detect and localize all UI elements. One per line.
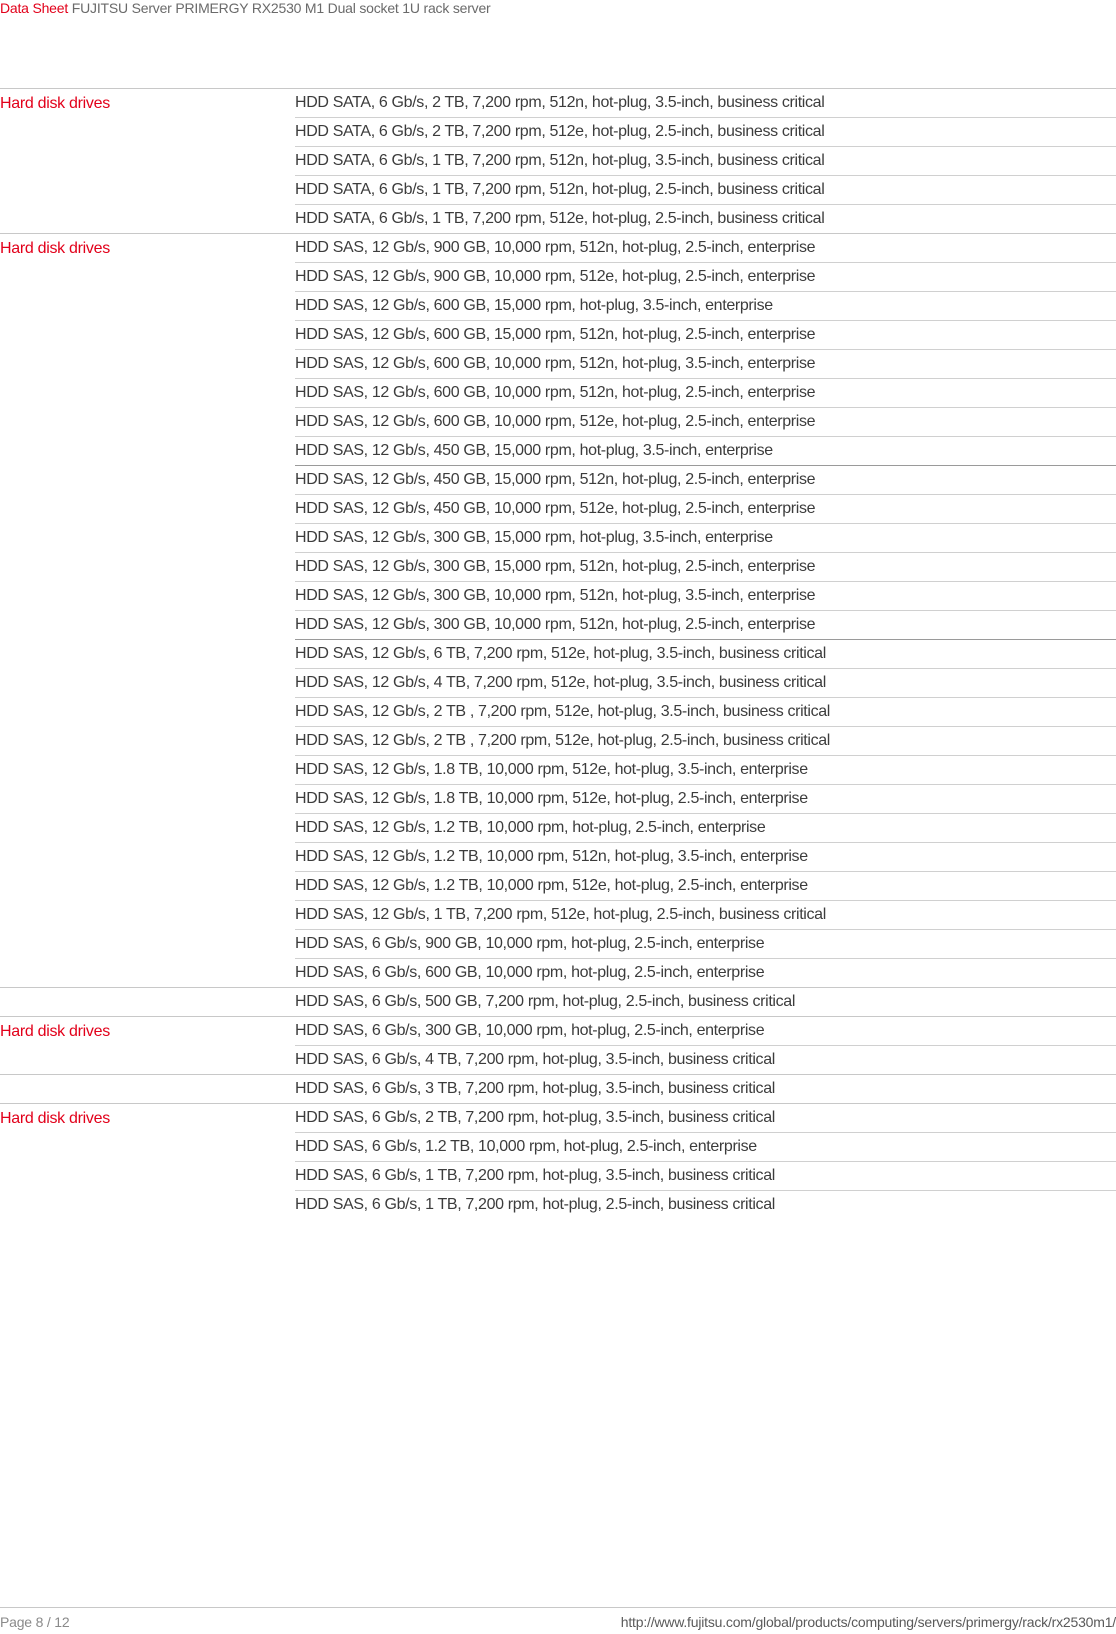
spec-row: HDD SAS, 12 Gb/s, 900 GB, 10,000 rpm, 512e, hot-plug, 2.5-inch, enterprise [295,263,1116,292]
spec-row: HDD SAS, 6 Gb/s, 1 TB, 7,200 rpm, hot-plug, 3.5-inch, business critical [295,1162,1116,1191]
spec-row: HDD SAS, 12 Gb/s, 300 GB, 10,000 rpm, 512n, hot-plug, 3.5-inch, enterprise [295,582,1116,611]
spec-row: HDD SAS, 12 Gb/s, 300 GB, 15,000 rpm, hot-plug, 3.5-inch, enterprise [295,524,1116,553]
spec-group [0,1075,1116,1104]
spec-row: HDD SAS, 12 Gb/s, 300 GB, 10,000 rpm, 512n, hot-plug, 2.5-inch, enterprise [295,611,1116,640]
doc-type-label: Data Sheet [0,0,69,16]
spec-row: HDD SAS, 12 Gb/s, 2 TB , 7,200 rpm, 512e, hot-plug, 3.5-inch, business critical [295,698,1116,727]
spec-group [0,988,1116,1017]
product-url-link[interactable]: http://www.fujitsu.com/global/products/computing/servers/primergy/rack/rx2530m1/ [620,1614,1116,1630]
spec-row: HDD SATA, 6 Gb/s, 1 TB, 7,200 rpm, 512n, hot-plug, 3.5-inch, business critical [295,147,1116,176]
spec-row: HDD SAS, 6 Gb/s, 1.2 TB, 10,000 rpm, hot-plug, 2.5-inch, enterprise [295,1133,1116,1162]
group-label [0,1075,295,1103]
spec-row: HDD SAS, 12 Gb/s, 1.2 TB, 10,000 rpm, 512n, hot-plug, 3.5-inch, enterprise [295,843,1116,872]
spec-row: HDD SAS, 12 Gb/s, 600 GB, 10,000 rpm, 512n, hot-plug, 2.5-inch, enterprise [295,379,1116,408]
group-rows [295,1104,1116,1219]
spec-row: HDD SAS, 12 Gb/s, 6 TB, 7,200 rpm, 512e, hot-plug, 3.5-inch, business critical [295,640,1116,669]
group-rows [295,1075,1116,1103]
spec-row: HDD SAS, 6 Gb/s, 500 GB, 7,200 rpm, hot-plug, 2.5-inch, business critical [295,993,796,1010]
group-label: Hard disk drives [0,1110,110,1127]
spec-row: HDD SAS, 6 Gb/s, 900 GB, 10,000 rpm, hot-plug, 2.5-inch, enterprise [295,930,1116,959]
group-label: Hard disk drives [0,240,110,257]
spec-row: HDD SAS, 6 Gb/s, 3 TB, 7,200 rpm, hot-plug, 3.5-inch, business critical [295,1080,775,1097]
group-rows [295,1017,1116,1074]
spec-row: HDD SAS, 12 Gb/s, 600 GB, 15,000 rpm, 512n, hot-plug, 2.5-inch, enterprise [295,321,1116,350]
spec-row: HDD SATA, 6 Gb/s, 1 TB, 7,200 rpm, 512e, hot-plug, 2.5-inch, business critical [295,210,825,227]
group-label: Hard disk drives [0,95,110,112]
spec-row: HDD SAS, 12 Gb/s, 1.2 TB, 10,000 rpm, hot-plug, 2.5-inch, enterprise [295,814,1116,843]
spec-row: HDD SAS, 12 Gb/s, 600 GB, 15,000 rpm, hot-plug, 3.5-inch, enterprise [295,292,1116,321]
group-rows [295,234,1116,987]
spec-row: HDD SAS, 6 Gb/s, 600 GB, 10,000 rpm, hot-plug, 2.5-inch, enterprise [295,964,765,981]
page-number: Page 8 / 12 [0,1614,70,1630]
spec-group [0,1104,1116,1219]
spec-row: HDD SAS, 12 Gb/s, 600 GB, 10,000 rpm, 512e, hot-plug, 2.5-inch, enterprise [295,408,1116,437]
footer-divider [0,1607,1116,1608]
spec-row: HDD SAS, 12 Gb/s, 900 GB, 10,000 rpm, 512n, hot-plug, 2.5-inch, enterprise [295,234,1116,263]
spec-row: HDD SAS, 6 Gb/s, 4 TB, 7,200 rpm, hot-plug, 3.5-inch, business critical [295,1051,775,1068]
group-rows [295,89,1116,233]
spec-row: HDD SAS, 12 Gb/s, 450 GB, 15,000 rpm, hot-plug, 3.5-inch, enterprise [295,437,1116,466]
spec-row: HDD SATA, 6 Gb/s, 2 TB, 7,200 rpm, 512n, hot-plug, 3.5-inch, business critical [295,89,1116,118]
spec-row: HDD SAS, 6 Gb/s, 1 TB, 7,200 rpm, hot-plug, 2.5-inch, business critical [295,1196,775,1213]
doc-title: FUJITSU Server PRIMERGY RX2530 M1 Dual socket 1U rack server [71,0,491,16]
spec-row: HDD SAS, 12 Gb/s, 1.8 TB, 10,000 rpm, 512e, hot-plug, 3.5-inch, enterprise [295,756,1116,785]
spec-row: HDD SAS, 12 Gb/s, 1 TB, 7,200 rpm, 512e, hot-plug, 2.5-inch, business critical [295,901,1116,930]
group-label: Hard disk drives [0,1023,110,1040]
spec-group [0,1017,1116,1075]
spec-row: HDD SAS, 12 Gb/s, 450 GB, 10,000 rpm, 512e, hot-plug, 2.5-inch, enterprise [295,495,1116,524]
page-header [0,0,491,18]
spec-row: HDD SAS, 12 Gb/s, 1.2 TB, 10,000 rpm, 512e, hot-plug, 2.5-inch, enterprise [295,872,1116,901]
spec-row: HDD SAS, 12 Gb/s, 2 TB , 7,200 rpm, 512e, hot-plug, 2.5-inch, business critical [295,727,1116,756]
spec-row: HDD SAS, 12 Gb/s, 300 GB, 15,000 rpm, 512n, hot-plug, 2.5-inch, enterprise [295,553,1116,582]
spec-row: HDD SAS, 6 Gb/s, 300 GB, 10,000 rpm, hot-plug, 2.5-inch, enterprise [295,1017,1116,1046]
group-label [0,988,295,1016]
spec-row: HDD SAS, 6 Gb/s, 2 TB, 7,200 rpm, hot-plug, 3.5-inch, business critical [295,1104,1116,1133]
spec-row: HDD SATA, 6 Gb/s, 1 TB, 7,200 rpm, 512n, hot-plug, 2.5-inch, business critical [295,176,1116,205]
spec-table [0,89,1116,1219]
group-rows [295,988,1116,1016]
spec-group [0,89,1116,234]
page-footer [0,1614,1116,1632]
spec-row: HDD SAS, 12 Gb/s, 600 GB, 10,000 rpm, 512n, hot-plug, 3.5-inch, enterprise [295,350,1116,379]
spec-group [0,234,1116,988]
spec-row: HDD SAS, 12 Gb/s, 1.8 TB, 10,000 rpm, 512e, hot-plug, 2.5-inch, enterprise [295,785,1116,814]
spec-row: HDD SAS, 12 Gb/s, 4 TB, 7,200 rpm, 512e, hot-plug, 3.5-inch, business critical [295,669,1116,698]
spec-row: HDD SATA, 6 Gb/s, 2 TB, 7,200 rpm, 512e, hot-plug, 2.5-inch, business critical [295,118,1116,147]
spec-row: HDD SAS, 12 Gb/s, 450 GB, 15,000 rpm, 512n, hot-plug, 2.5-inch, enterprise [295,466,1116,495]
